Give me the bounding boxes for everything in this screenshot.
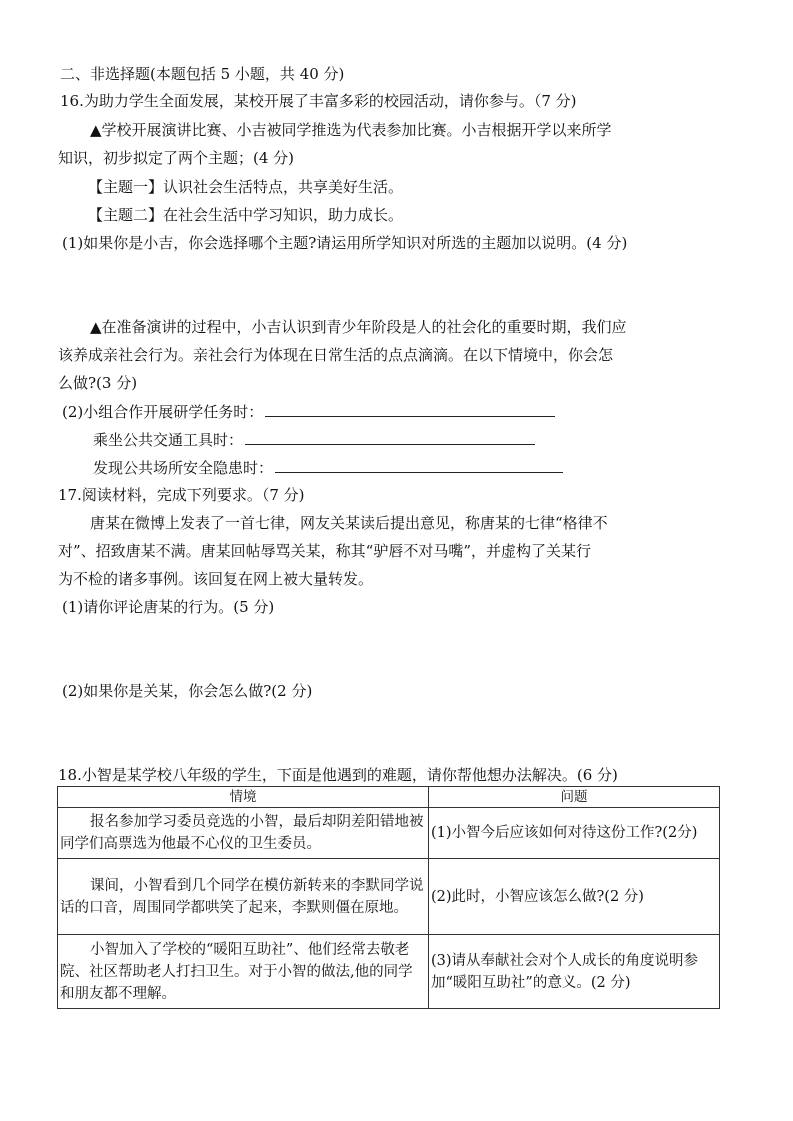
q16-intro-line2: 知识，初步拟定了两个主题；(4 分) [58, 149, 295, 167]
q17-sub1: (1)请你评论唐某的行为。(5 分) [62, 598, 275, 616]
q16-intro-line1: ▲学校开展演讲比赛、小吉被同学推选为代表参加比赛。小吉根据开学以来所学 [90, 121, 612, 139]
header-context: 情境 [58, 787, 429, 808]
context-cell: 报名参加学习委员竞选的小智，最后却阴差阳错地被同学们高票选为他最不心仪的卫生委员。 [58, 808, 429, 859]
q18-stem: 18.小智是某学校八年级的学生，下面是他遇到的难题，请你帮他想办法解决。(6 分) [58, 766, 618, 784]
context-cell: 课间，小智看到几个同学在模仿新转来的李默同学说话的口音，周围同学都哄笑了起来，李默则僵在原地。 [58, 859, 429, 935]
question-cell: (2)此时，小智应该怎么做?(2 分) [429, 859, 720, 935]
header-question: 问题 [429, 787, 720, 808]
q16-fill3-label: 发现公共场所安全隐患时： [93, 459, 274, 477]
q16-fill3 [93, 457, 563, 478]
table-row [58, 808, 720, 859]
answer-blank-2[interactable] [245, 429, 535, 445]
q16-fill2-label: 乘坐公共交通工具时： [93, 431, 244, 449]
q17-stem: 17.阅读材料，完成下列要求。（7 分) [58, 486, 305, 504]
q17-sub2: (2)如果你是关某，你会怎么做?(2 分) [62, 682, 313, 700]
table-header-row [58, 787, 720, 808]
q16-sub1: (1)如果你是小吉，你会选择哪个主题?请运用所学知识对所选的主题加以说明。(4 分) [62, 234, 628, 252]
q16-fill1 [62, 401, 555, 422]
context-cell: 小智加入了学校的“暖阳互助社”、他们经常去敬老院、社区帮助老人打扫卫生。对于小智的做法,他的同学和朋友都不理解。 [58, 935, 429, 1009]
q17-material-line1: 唐某在微博上发表了一首七律，网友关某读后提出意见，称唐某的七律“格律不 [90, 514, 608, 532]
section-heading: 二、非选择题(本题包括 5 小题，共 40 分) [60, 65, 345, 83]
q17-material-line3: 为不检的诸多事例。该回复在网上被大量转发。 [58, 570, 374, 588]
q16-para2-line2: 该养成亲社会行为。亲社会行为体现在日常生活的点点滴滴。在以下情境中，你会怎 [58, 346, 614, 364]
table-row [58, 935, 720, 1009]
answer-blank-1[interactable] [265, 401, 555, 417]
q16-theme2: 【主题二】在社会生活中学习知识，助力成长。 [88, 206, 404, 224]
q16-theme1: 【主题一】认识社会生活特点，共享美好生活。 [88, 178, 404, 196]
q16-stem: 16.为助力学生全面发展，某校开展了丰富多彩的校园活动，请你参与。（7 分) [60, 92, 577, 110]
question-cell: (1)小智今后应该如何对待这份工作?(2分) [429, 808, 720, 859]
q17-material-line2: 对”、招致唐某不满。唐某回帖辱骂关某，称其“驴唇不对马嘴”，并虚构了关某行 [58, 542, 592, 560]
answer-blank-3[interactable] [275, 457, 563, 473]
q16-fill1-label: (2)小组合作开展研学任务时： [62, 403, 264, 421]
question-cell: (3)请从奉献社会对个人成长的角度说明参加“暖阳互助社”的意义。(2 分) [429, 935, 720, 1009]
table-row [58, 859, 720, 935]
q16-para2-line1: ▲在准备演讲的过程中，小吉认识到青少年阶段是人的社会化的重要时期，我们应 [90, 318, 627, 336]
q16-fill2 [93, 429, 535, 450]
q18-table [57, 786, 720, 1009]
q16-para2-line3: 么做?(3 分) [58, 374, 138, 392]
